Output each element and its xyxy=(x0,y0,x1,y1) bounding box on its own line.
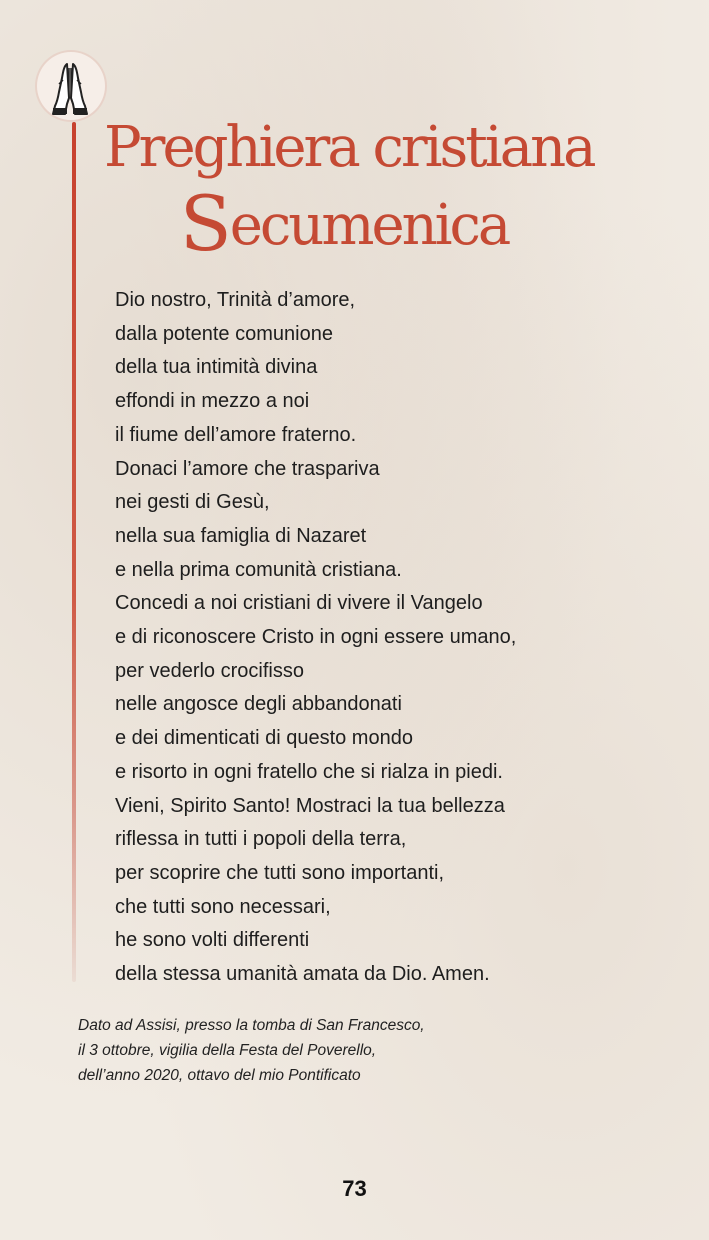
signature-line: Dato ad Assisi, presso la tomba di San Francesco, xyxy=(78,1017,425,1034)
prayer-text xyxy=(115,284,675,992)
prayer-line: nella sua famiglia di Nazaret xyxy=(115,524,367,547)
prayer-line: dalla potente comunione xyxy=(115,322,333,345)
prayer-line: e di riconoscere Cristo in ogni essere umano, xyxy=(115,626,517,649)
title-line-1: Preghiera cristiana xyxy=(104,115,594,180)
prayer-line: che tutti sono necessari, xyxy=(115,895,331,918)
signature-line: il 3 ottobre, vigilia della Festa del Poverello, xyxy=(78,1042,377,1059)
decorative-red-line xyxy=(72,122,76,982)
title-line-2-text: ecumenica xyxy=(229,193,509,258)
prayer-line: e dei dimenticati di questo mondo xyxy=(115,727,413,750)
prayer-line: riflessa in tutti i popoli della terra, xyxy=(115,828,407,851)
prayer-line: Vieni, Spirito Santo! Mostraci la tua bellezza xyxy=(115,794,505,817)
prayer-line: nelle angosce degli abbandonati xyxy=(115,693,402,716)
prayer-line: he sono volti differenti xyxy=(115,929,310,952)
signature-block xyxy=(78,1013,638,1088)
prayer-line: Donaci l’amore che traspariva xyxy=(115,457,380,480)
prayer-line: effondi in mezzo a noi xyxy=(115,390,310,413)
praying-hands-icon xyxy=(47,58,95,116)
prayer-line: Dio nostro, Trinità d’amore, xyxy=(115,289,356,311)
page-number: 73 xyxy=(342,1176,367,1201)
prayer-line: il fiume dell’amore fraterno. xyxy=(115,423,357,446)
prayer-line: e nella prima comunità cristiana. xyxy=(115,558,402,581)
prayer-line: per scoprire che tutti sono importanti, xyxy=(115,861,445,884)
signature-line: dell’anno 2020, ottavo del mio Pontificato xyxy=(78,1067,361,1084)
prayer-line: Concedi a noi cristiani di vivere il Vangelo xyxy=(115,592,483,615)
title-line-2: Secumenica xyxy=(179,179,509,268)
page-title xyxy=(104,115,594,268)
praying-hands-badge xyxy=(37,52,105,120)
prayer-line: della tua intimità divina xyxy=(115,356,318,379)
prayer-line: nei gesti di Gesù, xyxy=(115,491,270,514)
prayer-line: per vederlo crocifisso xyxy=(115,659,304,682)
prayer-line: e risorto in ogni fratello che si rialza in piedi. xyxy=(115,760,503,783)
prayer-line: della stessa umanità amata da Dio. Amen. xyxy=(115,963,490,986)
